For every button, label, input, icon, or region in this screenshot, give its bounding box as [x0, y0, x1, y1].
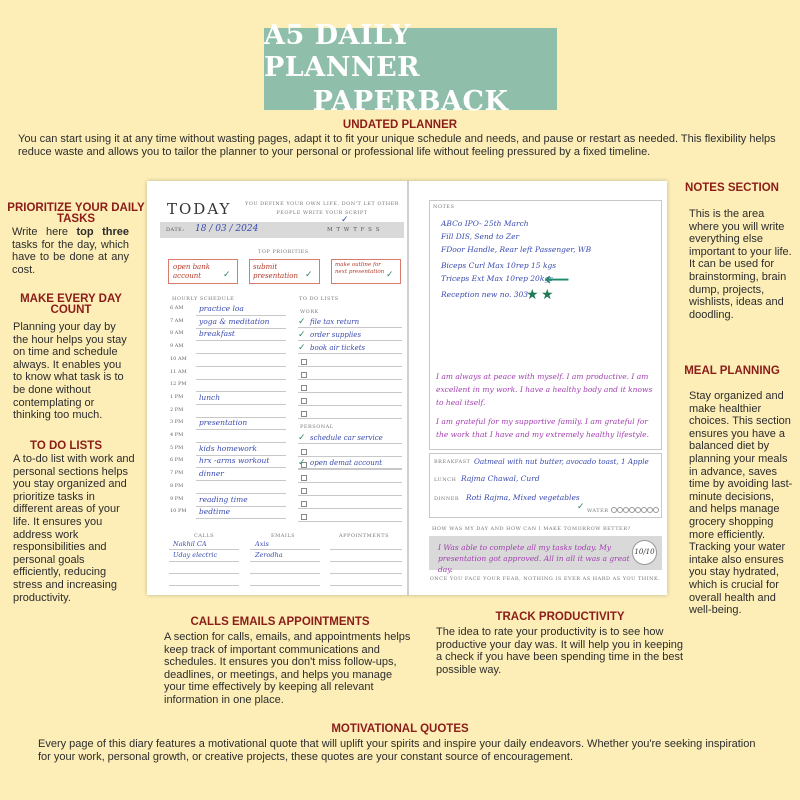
cea-line	[250, 573, 320, 574]
hour-entry: hrx -arms workout	[199, 456, 270, 466]
hour-label: 7 PM	[170, 470, 184, 477]
hour-label: 9 AM	[170, 343, 184, 350]
hourly-label: HOURLY SCHEDULE	[172, 296, 235, 302]
todo-checkbox[interactable]	[301, 398, 307, 404]
date-label: DATE:	[166, 227, 185, 233]
days-row: M T W T F S S	[327, 227, 381, 233]
hour-entry: practice loa	[199, 304, 244, 313]
hour-label: 6 AM	[170, 305, 184, 311]
cea-line	[169, 549, 239, 550]
call-entry: Uday electric	[173, 551, 218, 559]
hour-label: 6 PM	[170, 457, 184, 464]
email-entry: Zerodha	[255, 551, 283, 559]
hour-line	[196, 429, 286, 430]
check-icon: ✓	[298, 458, 306, 468]
call-entry: Nakhil CA	[173, 540, 207, 548]
hour-label: 12 PM	[170, 381, 187, 388]
todo-item: file tax return	[310, 318, 360, 326]
lunch-label: LUNCH	[434, 477, 457, 483]
title-line-1: A5 DAILY PLANNER	[264, 20, 421, 83]
notes-text: This is the area where you will write everything else important to your life. It can be used for brainstorming, brain dump, projects, wishlists, ideas and doodling.	[689, 208, 792, 321]
emails-label: EMAILS	[271, 533, 296, 539]
cea-line	[330, 585, 402, 586]
hour-entry: breakfast	[199, 329, 235, 339]
water-label: WATER	[587, 508, 609, 514]
todo-checkbox[interactable]	[301, 359, 307, 365]
cea-line	[330, 573, 402, 574]
quotes-text: Every page of this diary features a motivational quote that will uplift your spirits and inspire your daily endeavors. Whether you're seeking inspiration for your work, personal growth, or creative projects, these quotes are your constant source of encouragement.	[38, 738, 756, 763]
todo-line	[298, 482, 402, 483]
planner-spine	[407, 181, 409, 595]
how-text: I Was able to complete all my tasks today. My presentation got approved. All in all it was a great day.	[438, 543, 630, 574]
affirmation-1: I am always at peace with myself. I am productive. I am excellent in my work. I have a healthy body and it knows to heal itself.	[436, 372, 653, 407]
notes-label: NOTES	[433, 204, 455, 210]
everyday-heading: MAKE EVERY DAY COUNT	[20, 293, 122, 316]
undated-text: You can start using it at any time without wasting pages, adapt it to fit your unique schedule and needs, and pause or restart as needed. This flexibility helps reduce waste and allows you to tailor the planner to your personal or professional life without feeling pressured by a fixed timeline.	[18, 133, 776, 158]
hour-label: 3 PM	[170, 419, 184, 426]
todo-line	[298, 405, 402, 406]
hour-line	[196, 480, 286, 481]
cea-line	[250, 549, 320, 550]
hour-label: 10 AM	[170, 355, 187, 362]
hour-line	[196, 379, 286, 380]
todo-line	[298, 327, 402, 328]
hour-label: 4 PM	[170, 432, 184, 438]
calls-label: CALLS	[194, 533, 215, 539]
title-banner	[264, 20, 557, 117]
quote-top: YOU DEFINE YOUR OWN LIFE. DON'T LET OTHER PEOPLE WRITE YOUR SCRIPT	[244, 201, 400, 216]
hour-label: 1 PM	[170, 393, 184, 400]
email-entry: Axis	[255, 540, 269, 548]
water-check-icon: ✓	[577, 502, 585, 512]
prioritize-heading: PRIORITIZE YOUR DAILY TASKS	[7, 202, 145, 225]
todo-checkbox[interactable]	[301, 372, 307, 378]
cea-line	[250, 561, 320, 562]
hour-line	[196, 353, 286, 354]
todo-checkbox[interactable]	[301, 385, 307, 391]
everyday-text: Planning your day by the hour helps you stay on time and schedule always. It enables you to know what task is to be done without contemplating or thinking too much.	[13, 321, 127, 422]
check-icon: ✓	[386, 270, 394, 280]
todo-checkbox[interactable]	[301, 488, 307, 494]
day-check-icon: ✓	[341, 215, 349, 225]
cea-line	[169, 585, 239, 586]
dinner-value: Roti Rajma, Mixed vegetables	[466, 493, 580, 502]
hour-label: 8 AM	[170, 330, 184, 337]
cea-line	[250, 585, 320, 586]
hour-line	[196, 366, 286, 367]
priority-box-3: make outline for next presentation ✓	[331, 259, 401, 284]
track-heading: TRACK PRODUCTIVITY	[495, 611, 625, 623]
check-icon: ✓	[298, 317, 306, 327]
todo-line	[298, 521, 402, 522]
hour-entry: lunch	[199, 392, 221, 402]
title-line-2: PAPERBACK	[312, 86, 509, 117]
top-priorities-label: TOP PRIORITIES	[258, 249, 309, 255]
personal-label: PERSONAL	[300, 424, 334, 430]
todo-line	[298, 366, 402, 367]
check-icon: ✓	[298, 343, 306, 353]
todo-line	[298, 456, 402, 457]
todo-line	[298, 468, 402, 469]
todo-text: A to-do list with work and personal sections helps you stay organized and prioritize tasks in different areas of your life. It ensures you address work responsibilities and personal goals efficiently, reducing stress and increasing productivity.	[13, 453, 135, 604]
todo-checkbox[interactable]	[301, 449, 307, 455]
prioritize-text: Write here top three tasks for the day, which have to be done at any cost.	[12, 226, 130, 276]
notes-lines: ABCo IPO- 25th March Fill DIS, Send to Zer FDoor Handle, Rear left Passenger, WB Biceps Curl Max 10rep 15 kgs Triceps Ext Max 10rep 20kgs Reception new no. 303	[441, 219, 592, 299]
hour-label: 7 AM	[170, 317, 184, 324]
todo-line	[298, 508, 402, 509]
dinner-label: DINNER	[434, 496, 460, 502]
breakfast-value: Oatmeal with nut butter, avocado toast, 1 Apple	[474, 457, 649, 466]
cea-line	[330, 561, 402, 562]
hour-line	[196, 340, 286, 341]
todo-line	[298, 379, 402, 380]
todo-label: TO DO LISTS	[299, 296, 339, 302]
hour-line	[196, 404, 286, 405]
todo-item: open demat account	[310, 459, 383, 467]
hour-entry: kids homework	[199, 443, 257, 453]
todo-line	[298, 353, 402, 354]
undated-heading: UNDATED PLANNER	[342, 119, 458, 131]
calls-text: A section for calls, emails, and appointments helps keep track of important communications and schedules. It ensures you don't miss follow-ups, deadlines, or meetings, and helps you manage your time effectively by keeping all relevant information in one place.	[164, 631, 411, 706]
quote-bottom: ONCE YOU FACE YOUR FEAR, NOTHING IS EVER AS HARD AS YOU THINK.	[429, 576, 661, 582]
today-label: TODAY	[167, 200, 232, 218]
date-value: 18 / 03 / 2024	[195, 224, 259, 234]
appointments-label: APPOINTMENTS	[339, 533, 390, 539]
todo-line	[298, 443, 402, 444]
todo-checkbox[interactable]	[301, 411, 307, 417]
check-icon: ✓	[305, 270, 313, 280]
todo-item: schedule car service	[310, 434, 383, 442]
hour-label: 9 PM	[170, 495, 184, 502]
check-icon: ✓	[223, 270, 231, 280]
work-label: WORK	[300, 309, 319, 315]
hour-entry: presentation	[199, 418, 248, 428]
star-icon: ★	[541, 287, 554, 303]
check-icon: ✓	[298, 330, 306, 340]
todo-line	[298, 469, 402, 470]
check-icon: ✓	[298, 433, 306, 443]
rating-value: 10/10	[634, 548, 655, 556]
arrow-left-icon: ⟵	[545, 270, 570, 290]
affirmation-2: I am grateful for my supportive family. I am grateful for the work that I have and my extremely healthy lifestyle.	[436, 417, 649, 439]
water-glass-icon[interactable]	[653, 507, 659, 513]
todo-checkbox[interactable]	[301, 501, 307, 507]
hour-entry: reading time	[199, 494, 248, 504]
hour-label: 10 PM	[170, 508, 187, 515]
hour-label: 8 PM	[170, 482, 184, 489]
breakfast-label: BREAKFAST	[434, 459, 471, 465]
hour-entry: yoga & meditation	[199, 316, 270, 326]
cea-line	[330, 549, 402, 550]
how-label: HOW WAS MY DAY AND HOW CAN I MAKE TOMORROW BETTER?	[432, 526, 631, 532]
cea-line	[169, 573, 239, 574]
priority-box-2: submit presentation ✓	[249, 259, 320, 284]
todo-line	[298, 340, 402, 341]
hour-line	[196, 518, 286, 519]
track-text: The idea to rate your productivity is to see how productive your day was. It will help you in keeping a check if you have been spending time in the best possible way.	[436, 626, 684, 676]
hour-label: 5 PM	[170, 444, 184, 451]
meal-heading: MEAL PLANNING	[684, 365, 780, 377]
hour-entry: dinner	[199, 469, 224, 479]
todo-line	[298, 392, 402, 393]
notes-heading: NOTES SECTION	[685, 182, 779, 194]
lunch-value: Rajma Chawal, Curd	[461, 474, 540, 483]
hour-label: 2 PM	[170, 406, 184, 413]
todo-line	[298, 418, 402, 419]
todo-item: book air tickets	[310, 344, 366, 352]
cea-line	[169, 561, 239, 562]
todo-heading: TO DO LISTS	[30, 440, 102, 452]
todo-checkbox[interactable]	[301, 475, 307, 481]
priority-box-1: open bank account ✓	[168, 259, 238, 284]
quotes-heading: MOTIVATIONAL QUOTES	[331, 723, 469, 735]
todo-item: order supplies	[310, 331, 362, 339]
hour-entry: bedtime	[199, 507, 231, 517]
hour-label: 11 AM	[170, 368, 187, 375]
calls-heading: CALLS EMAILS APPOINTMENTS	[190, 616, 370, 628]
meal-text: Stay organized and make healthier choices. This section ensures you have a balanced diet by planning your meals in advance, saves time by avoiding last-minute decisions, and helps manage grocery shopping more efficiently. Tracking your water intake also ensures you stay hydrated, which is crucial for overall health and well-being.	[689, 390, 793, 617]
todo-line	[298, 495, 402, 496]
star-icon: ★	[526, 287, 539, 303]
todo-checkbox[interactable]	[301, 514, 307, 520]
